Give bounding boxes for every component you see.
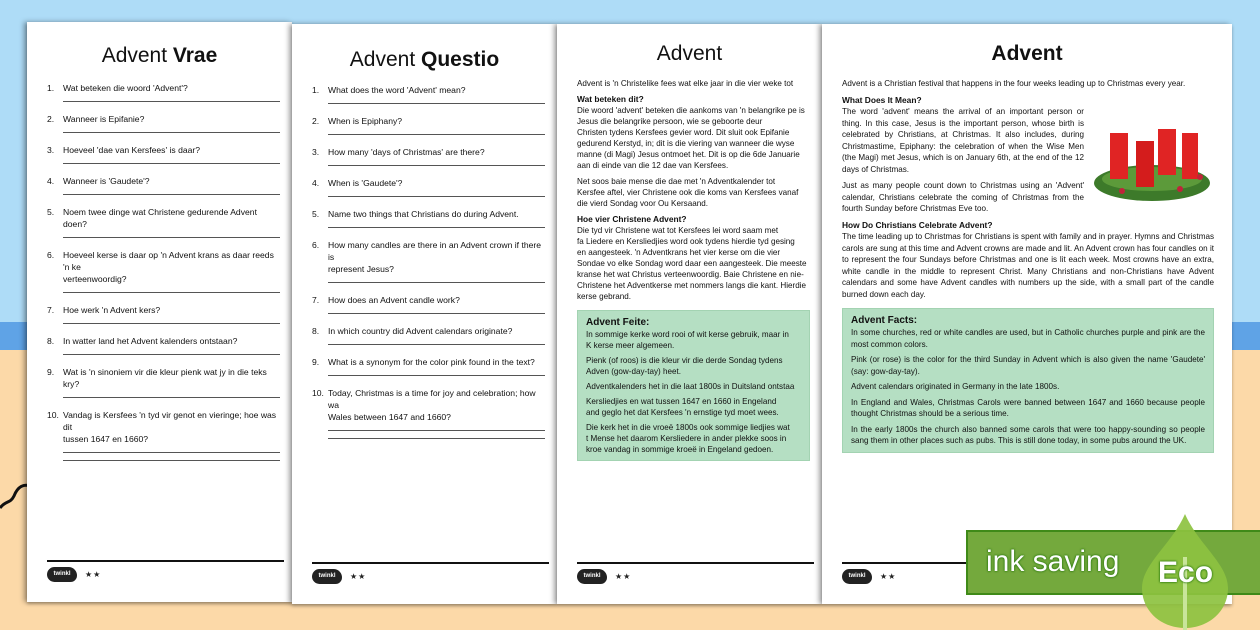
advent-wreath-image xyxy=(1092,111,1214,211)
answer-line[interactable] xyxy=(328,438,545,439)
question-text: represent Jesus? xyxy=(328,264,394,274)
question-item xyxy=(47,366,280,390)
paragraph-celebrate xyxy=(577,225,810,302)
fact xyxy=(586,422,801,455)
eco-label: Eco xyxy=(1158,556,1214,589)
question-text: Noem twee dinge wat Christene gedurende Advent doen? xyxy=(63,207,257,229)
question-item xyxy=(312,387,545,423)
section-heading: What Does It Mean? xyxy=(842,94,922,105)
twinkl-logo: twinkl xyxy=(312,569,342,584)
question-number: 5. xyxy=(312,209,320,219)
question-item xyxy=(47,249,280,285)
question-number: 1. xyxy=(312,85,320,95)
text-line: Liedere en Kersliedjies word ook tydens hierdie tyd gesing en xyxy=(577,237,795,257)
text-line: Mense het daarom Kersliedere in ander plekke soos in kroe xyxy=(586,434,787,454)
facts-title: Advent Feite: xyxy=(586,317,650,328)
question-text: tussen 1647 en 1660? xyxy=(63,434,149,444)
text-line: Adventkalenders het in die laat 1800s in Duitsland ontstaa xyxy=(586,382,795,391)
question-item xyxy=(312,239,545,275)
question-number: 10. xyxy=(47,410,59,420)
question-number: 9. xyxy=(47,367,55,377)
answer-line[interactable] xyxy=(63,452,280,453)
worksheet-afrikaans-questions xyxy=(27,22,292,602)
question-item xyxy=(312,177,545,189)
paragraph-countdown: Just as many people count down to Christmas using an 'Advent' calendar, Christians celebrate the coming of Christmas from the fourth Sunday before Christmas Eve too. xyxy=(842,181,1084,213)
fact xyxy=(586,381,801,392)
answer-line[interactable] xyxy=(328,344,545,345)
question-item xyxy=(312,146,545,158)
text-line: Net soos baie mense die dae met 'n Adventkalender tot Kersfee xyxy=(577,177,776,197)
question-text: Hoeveel kerse is daar op 'n Advent krans as daar reeds 'n ke xyxy=(63,250,274,272)
question-text: Vandag is Kersfees 'n tyd vir genot en vieringe; hoe was dit xyxy=(63,410,277,432)
question-number: 3. xyxy=(312,147,320,157)
worksheet-english-questions xyxy=(292,24,557,604)
text-line: Magi) Jesus ontmoet het. Dit is op die 6de Januarie aan di xyxy=(577,150,800,170)
question-item xyxy=(312,84,545,96)
difficulty-stars: ★★ xyxy=(880,572,897,581)
question-text: Hoeveel 'dae van Kersfees' is daar? xyxy=(63,145,201,155)
section-heading: Hoe vier Christene Advent? xyxy=(577,214,687,224)
answer-line[interactable] xyxy=(328,430,545,431)
text-line: Die woord 'advent' beteken die aankoms van 'n belangrike pe xyxy=(577,106,797,115)
question-text: Wanneer is Epifanie? xyxy=(63,114,145,124)
answer-line[interactable] xyxy=(63,237,280,238)
page-title: Advent Vrae xyxy=(101,44,218,67)
question-item xyxy=(47,82,280,94)
footer-divider xyxy=(312,562,549,564)
question-number: 6. xyxy=(312,240,320,250)
question-item xyxy=(47,304,280,316)
answer-line[interactable] xyxy=(63,397,280,398)
question-number: 7. xyxy=(312,295,320,305)
page-content xyxy=(577,78,810,461)
text-line: is Jesus die belangrike persoon, wie se geboorte deur Christen xyxy=(577,106,805,137)
text-line: gebrand. xyxy=(599,292,632,301)
answer-line[interactable] xyxy=(328,375,545,376)
answer-line[interactable] xyxy=(63,163,280,164)
twinkl-logo: twinkl xyxy=(842,569,872,584)
question-text: In watter land het Advent kalenders ontstaan? xyxy=(63,336,238,346)
text-line: tydens Kersfees gevier word. Dit sluit ook Epifanie gedurend xyxy=(577,128,790,148)
question-text: How many 'days of Christmas' are there? xyxy=(328,147,485,157)
fact xyxy=(586,329,801,351)
question-text: Today, Christmas is a time for joy and celebration; how wa xyxy=(328,388,536,410)
paragraph-celebrate: The time leading up to Christmas for Christians is spent with family and in prayer. Hymns and Christmas carols are sung at this time and Advent crowns are made and lit. An Advent crown has four candles on it to represent the four Sundays before Christmas and one is lit each week. Most crowns have an extra, white candle in the middle to represent Christ. Many Christians and non-Christians have Advent calendars and some have Advent candles with numbers up the side, with a small part of the candle burned down each day. xyxy=(842,232,1215,299)
section-heading: How Do Christians Celebrate Advent? xyxy=(842,219,993,230)
difficulty-stars: ★★ xyxy=(615,572,632,581)
facts-box xyxy=(842,308,1214,453)
question-text: Wales between 1647 and 1660? xyxy=(328,412,451,422)
text-line: Die tyd vir Christene wat tot Kersfees lei word saam met fa xyxy=(577,226,779,246)
question-number: 6. xyxy=(47,250,55,260)
text-line: wat Christus verteenwoordig. Baie Christene en nie-Christene xyxy=(577,270,804,290)
question-text: Wat is 'n sinoniem vir die kleur pienk wat jy in die teks kry? xyxy=(63,367,267,389)
page-title: Advent Questio xyxy=(349,48,500,71)
page-content xyxy=(842,78,1214,453)
question-text: When is 'Gaudete'? xyxy=(328,178,403,188)
intro-text: Advent is 'n Christelike fees wat elke jaar in die vier weke tot xyxy=(577,79,794,88)
question-item xyxy=(47,206,280,230)
text-line: (gow-day-tay) heet. xyxy=(611,367,681,376)
fact: In some churches, red or white candles are used, but in Catholic churches purple and pink are the most common colors. xyxy=(851,328,1205,349)
answer-line[interactable] xyxy=(63,101,280,102)
question-text: What is a synonym for the color pink found in the text? xyxy=(328,357,535,367)
question-item xyxy=(312,208,545,220)
paragraph-meaning: The word 'advent' means the arrival of an important person or thing. In this case, Jesus is the important person, whose birth is celebrated by Christians, at Christmas. It also includes, during Christmastime, Epiphany: the celebration of when the Wise Men (the Magi) met Jesus, which is on January 6th, at the end of the 12 days of Christmas. xyxy=(842,107,1084,174)
text-line: aftel, vier Christene ook die koms van Kersfees vanaf die vierd xyxy=(577,188,799,208)
question-number: 8. xyxy=(47,336,55,346)
question-item xyxy=(312,356,545,368)
answer-line[interactable] xyxy=(63,460,280,461)
question-number: 7. xyxy=(47,305,55,315)
text-line: In sommige kerke word rooi of wit kerse gebruik, maar in K xyxy=(586,330,789,350)
question-number: 2. xyxy=(312,116,320,126)
fact: In England and Wales, Christmas Carols were banned between 1647 and 1660 because people thought Christmas should be a serious time. xyxy=(851,397,1205,418)
paragraph-meaning xyxy=(577,105,810,171)
question-number: 4. xyxy=(312,178,320,188)
question-item xyxy=(312,115,545,127)
question-text: Name two things that Christians do during Advent. xyxy=(328,209,519,219)
fact xyxy=(586,355,801,377)
twinkl-logo: twinkl xyxy=(577,569,607,584)
page-title: Advent xyxy=(656,42,723,65)
question-number: 4. xyxy=(47,176,55,186)
question-item xyxy=(47,409,280,445)
facts-list xyxy=(586,329,801,455)
worksheet-afrikaans-text xyxy=(557,24,822,604)
answer-line[interactable] xyxy=(63,323,280,324)
question-list xyxy=(47,82,280,472)
text-line: Pienk (of roos) is die kleur vir die derde Sondag tydens Adven xyxy=(586,356,783,376)
fact: Pink (or rose) is the color for the third Sunday in Advent which is also given the name 'Gaudete' (say: gow-day-tay). xyxy=(851,355,1205,376)
answer-line[interactable] xyxy=(63,354,280,355)
paragraph-countdown xyxy=(577,176,810,209)
text-line: elke Sondag word daar een aangesteek. Die meeste kranse het xyxy=(577,259,807,279)
text-line: aangesteek. 'n Adventkrans het vier kerse om die vier Sondae vo xyxy=(577,248,781,268)
fact xyxy=(586,396,801,418)
question-text: How does an Advent candle work? xyxy=(328,295,460,305)
question-number: 1. xyxy=(47,83,55,93)
text-line: kerse meer algemeen. xyxy=(593,341,675,350)
facts-box xyxy=(577,310,810,461)
page-title: Advent xyxy=(991,42,1063,65)
text-line: vandag in sommige kroeë in Engeland gedoen. xyxy=(604,445,774,454)
text-line: einde van die 12 dae van Kersfees. xyxy=(601,161,729,170)
text-line: Die kerk het in die vroeë 1800s ook sommige liedjies wat t xyxy=(586,423,790,443)
ink-saving-banner: ink saving xyxy=(966,530,1260,595)
question-number: 2. xyxy=(47,114,55,124)
fact: Advent calendars originated in Germany in the late 1800s. xyxy=(851,382,1060,391)
question-number: 5. xyxy=(47,207,55,217)
question-text: In which country did Advent calendars originate? xyxy=(328,326,513,336)
answer-line[interactable] xyxy=(328,282,545,283)
question-text: Wat beteken die woord 'Advent'? xyxy=(63,83,188,93)
text-line: Kerstyd, in; dit is die viering van wanneer die wyse manne (di xyxy=(577,139,795,159)
footer-divider xyxy=(577,562,814,564)
question-item xyxy=(47,175,280,187)
intro-text: Advent is a Christian festival that happens in the four weeks leading up to Christmas every year. xyxy=(842,79,1186,88)
question-number: 10. xyxy=(312,388,324,398)
question-text: Hoe werk 'n Advent kers? xyxy=(63,305,161,315)
answer-line[interactable] xyxy=(328,313,545,314)
footer-divider xyxy=(47,560,284,562)
question-number: 3. xyxy=(47,145,55,155)
difficulty-stars: ★★ xyxy=(350,572,367,581)
facts-title: Advent Facts: xyxy=(851,315,918,326)
text-line: het Adventkerse met nommers langs die kant. Hierdie kerse xyxy=(577,281,807,301)
answer-line[interactable] xyxy=(328,196,545,197)
question-text: Wanneer is 'Gaudete'? xyxy=(63,176,150,186)
answer-line[interactable] xyxy=(63,132,280,133)
question-number: 9. xyxy=(312,357,320,367)
fact: In the early 1800s the church also banned some carols that were too happy-sounding so people sang them in other places such as pubs. This is still done today, in some pubs around the UK. xyxy=(851,424,1205,445)
answer-line[interactable] xyxy=(328,103,545,104)
question-item xyxy=(312,294,545,306)
answer-line[interactable] xyxy=(328,227,545,228)
question-list xyxy=(312,84,545,450)
decorative-outline xyxy=(0,470,30,520)
answer-line[interactable] xyxy=(328,165,545,166)
question-text: What does the word 'Advent' mean? xyxy=(328,85,466,95)
question-item xyxy=(47,144,280,156)
difficulty-stars: ★★ xyxy=(85,570,102,579)
question-item xyxy=(312,325,545,337)
text-line: geglo het dat Kersfees 'n ernstige tyd moet wees. xyxy=(601,408,779,417)
answer-line[interactable] xyxy=(328,134,545,135)
question-text: How many candles are there in an Advent crown if there is xyxy=(328,240,542,262)
question-item xyxy=(47,113,280,125)
question-text: verteenwoordig? xyxy=(63,274,127,284)
twinkl-logo: twinkl xyxy=(47,567,77,582)
question-item xyxy=(47,335,280,347)
section-heading: Wat beteken dit? xyxy=(577,94,644,104)
text-line: Kersliedjies en wat tussen 1647 en 1660 in Engeland and xyxy=(586,397,777,417)
text-line: Sondag voor Ou Kersaand. xyxy=(609,199,708,208)
answer-line[interactable] xyxy=(63,292,280,293)
answer-line[interactable] xyxy=(63,194,280,195)
question-text: When is Epiphany? xyxy=(328,116,403,126)
question-number: 8. xyxy=(312,326,320,336)
